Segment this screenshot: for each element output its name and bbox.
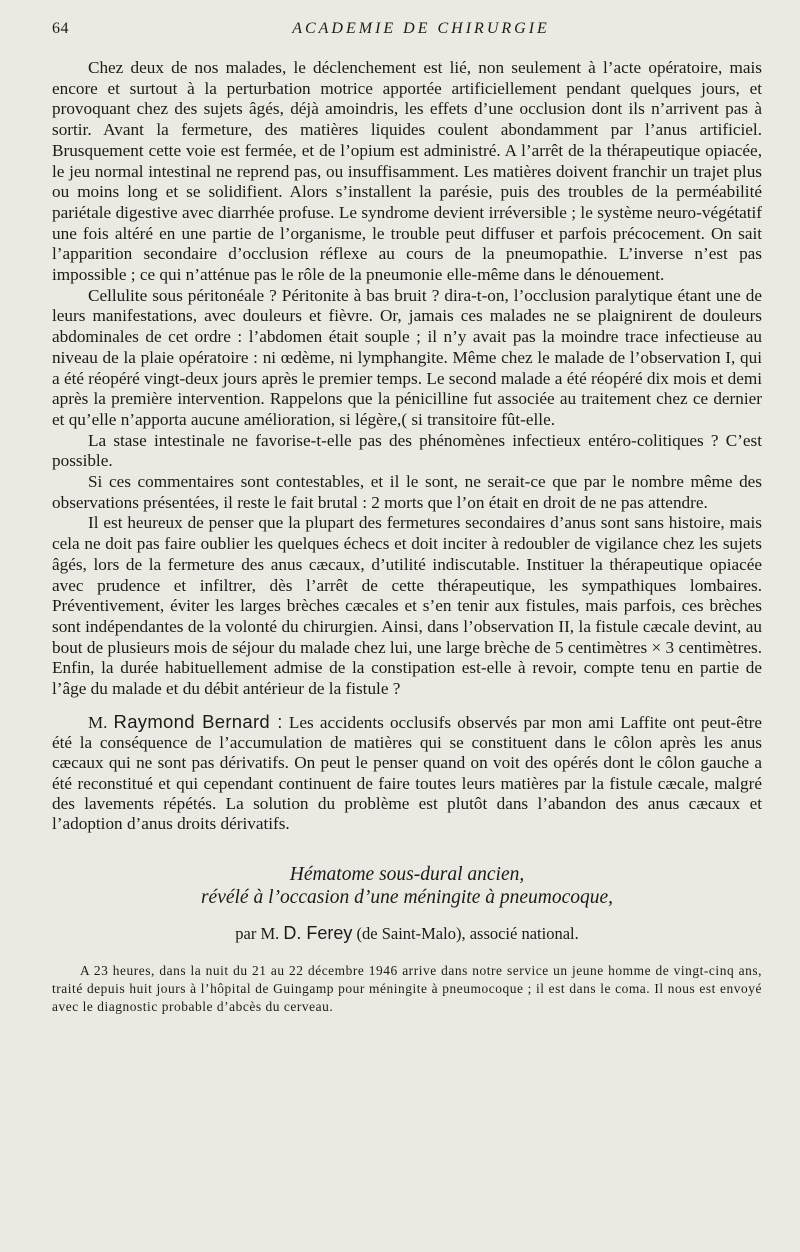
speaker-name: Raymond Bernard : <box>113 710 283 732</box>
article-title-line: Hématome sous-dural ancien, <box>289 863 525 885</box>
article-intro-paragraph: A 23 heures, dans la nuit du 21 au 22 décembre 1946 arrive dans notre service un jeune homme de vingt-cinq ans, traité depuis huit jours à l’hôpital de Guingamp pour méningite à pneumocoque ; il est dans le coma. Il nous est envoyé avec le diagnostic probable d’abcès du cerveau. <box>52 962 762 1015</box>
byline-author: D. Ferey <box>283 922 353 943</box>
article-title-line: révélé à l’occasion d’une méningite à pneumocoque, <box>200 886 614 908</box>
body-paragraph: Il est heureux de penser que la plupart des fermetures secondaires d’anus sont sans histoire, mais cela ne doit pas faire oublier les quelques échecs et doit inciter à redoubler de vigilance chez les sujets âgés, lors de la fermeture des anus cæcaux, d’utilité indiscutable. Instituer la thérapeutique opiacée avec prudence et infiltrer, dès l’arrêt de cette thérapeutique, les sympathiques lombaires. Préventivement, éviter les larges brèches cæcales et s’en tenir aux fistules, mais parfois, ces brèches sont indépendantes de la volonté du chirurgien. Ainsi, dans l’observation II, la fistule cæcale devint, au bout de plusieurs mois de séjour du malade chez lui, une large brèche de 5 centimètres × 3 centimètres. Enfin, la durée habituellement admise de la constipation est-elle à revoir, compte tenu en partie de l’âge du malade et du débit antérieur de la fistule ? <box>52 513 762 699</box>
body-paragraph: Cellulite sous péritonéale ? Péritonite à bas bruit ? dira-t-on, l’occlusion paralytique étant une de leurs manifestations, avec douleurs et fièvre. Or, jamais ces malades ne se plaignirent de douleurs abdominales de cet ordre : l’abdomen était souple ; il n’y avait pas la moindre trace infectieuse au niveau de la plaie opératoire : ni œdème, ni lymphangite. Même chez le malade de l’observation I, qui a été réopéré vingt-deux jours après le premier temps. Le second malade a été réopéré dix mois et demi après la première intervention. Rappelons que la pénicilline fut associée au traitement chez ce dernier et qu’elle n’apporta aucune amélioration, si légère,( si transitoire fût-elle. <box>52 285 762 429</box>
body-paragraph: Si ces commentaires sont contestables, et il le sont, ne serait-ce que par le nombre même des observations présentées, il reste le fait brutal : 2 morts que l’on était en droit de ne pas attendre. <box>52 472 762 512</box>
byline-prefix: par M. <box>235 923 280 943</box>
discussion-text: Les accidents occlusifs observés par mon ami Laffite ont peut-être été la conséquence de l’accumulation de matières qui se constituent dans le côlon après les anus cæcaux qui ne sont pas dérivatifs. On peut le penser quand on voit des opérés dont le côlon gauche a été reconstitué et qui cependant continuent de faire toutes leurs matières par la fistule cæcale, malgré des lavements répétés. La solution du problème est plutôt dans l’abandon des anus cæcaux et l’adoption d’anus droits dérivatifs. <box>52 712 763 834</box>
running-title: ACADEMIE DE CHIRURGIE <box>292 20 550 37</box>
page-header <box>52 20 760 44</box>
page-number: 64 <box>52 20 69 37</box>
byline-suffix: (de Saint-Malo), associé national. <box>356 923 579 943</box>
body-paragraph: Chez deux de nos malades, le déclenchement est lié, non seulement à l’acte opératoire, mais encore et surtout à la perturbation motrice apportée artificiellement pendant quelques jours, et provoquant chez des sujets âgés, déjà amoindris, les effets d’une occlusion dont ils n’arrivent pas à sortir. Avant la fermeture, des matières liquides coulent abondamment par l’anus artificiel. Brusquement cette voie est fermée, et de l’opium est administré. A l’arrêt de la thérapeutique opiacée, le jeu normal intestinal ne reprend pas, ou insuffisamment. Les matières doivent franchir un trajet plus ou moins long et se solidifient. Alors s’installent la parésie, puis des troubles de la perméabilité pariétale digestive avec diarrhée profuse. Le syndrome devient irréversible ; le système neuro-végétatif une fois altéré en une partie de l’organisme, le trouble peut diffuser et parfois précocement. On sait l’apparition secondaire d’occlusion réflexe au cours de la pneumopathie. L’inverse n’est pas impossible ; ce qui n’atténue pas le rôle de la pneumonie elle-même dans le dénouement. <box>52 58 762 285</box>
article-title <box>52 863 762 909</box>
speaker-title: M. <box>88 712 108 732</box>
page-body <box>52 58 762 1030</box>
body-paragraph: La stase intestinale ne favorise-t-elle pas des phénomènes infectieux entéro-colitiques ? C’est possible. <box>52 430 762 471</box>
article-byline <box>52 923 762 944</box>
discussion-paragraph <box>52 712 762 835</box>
